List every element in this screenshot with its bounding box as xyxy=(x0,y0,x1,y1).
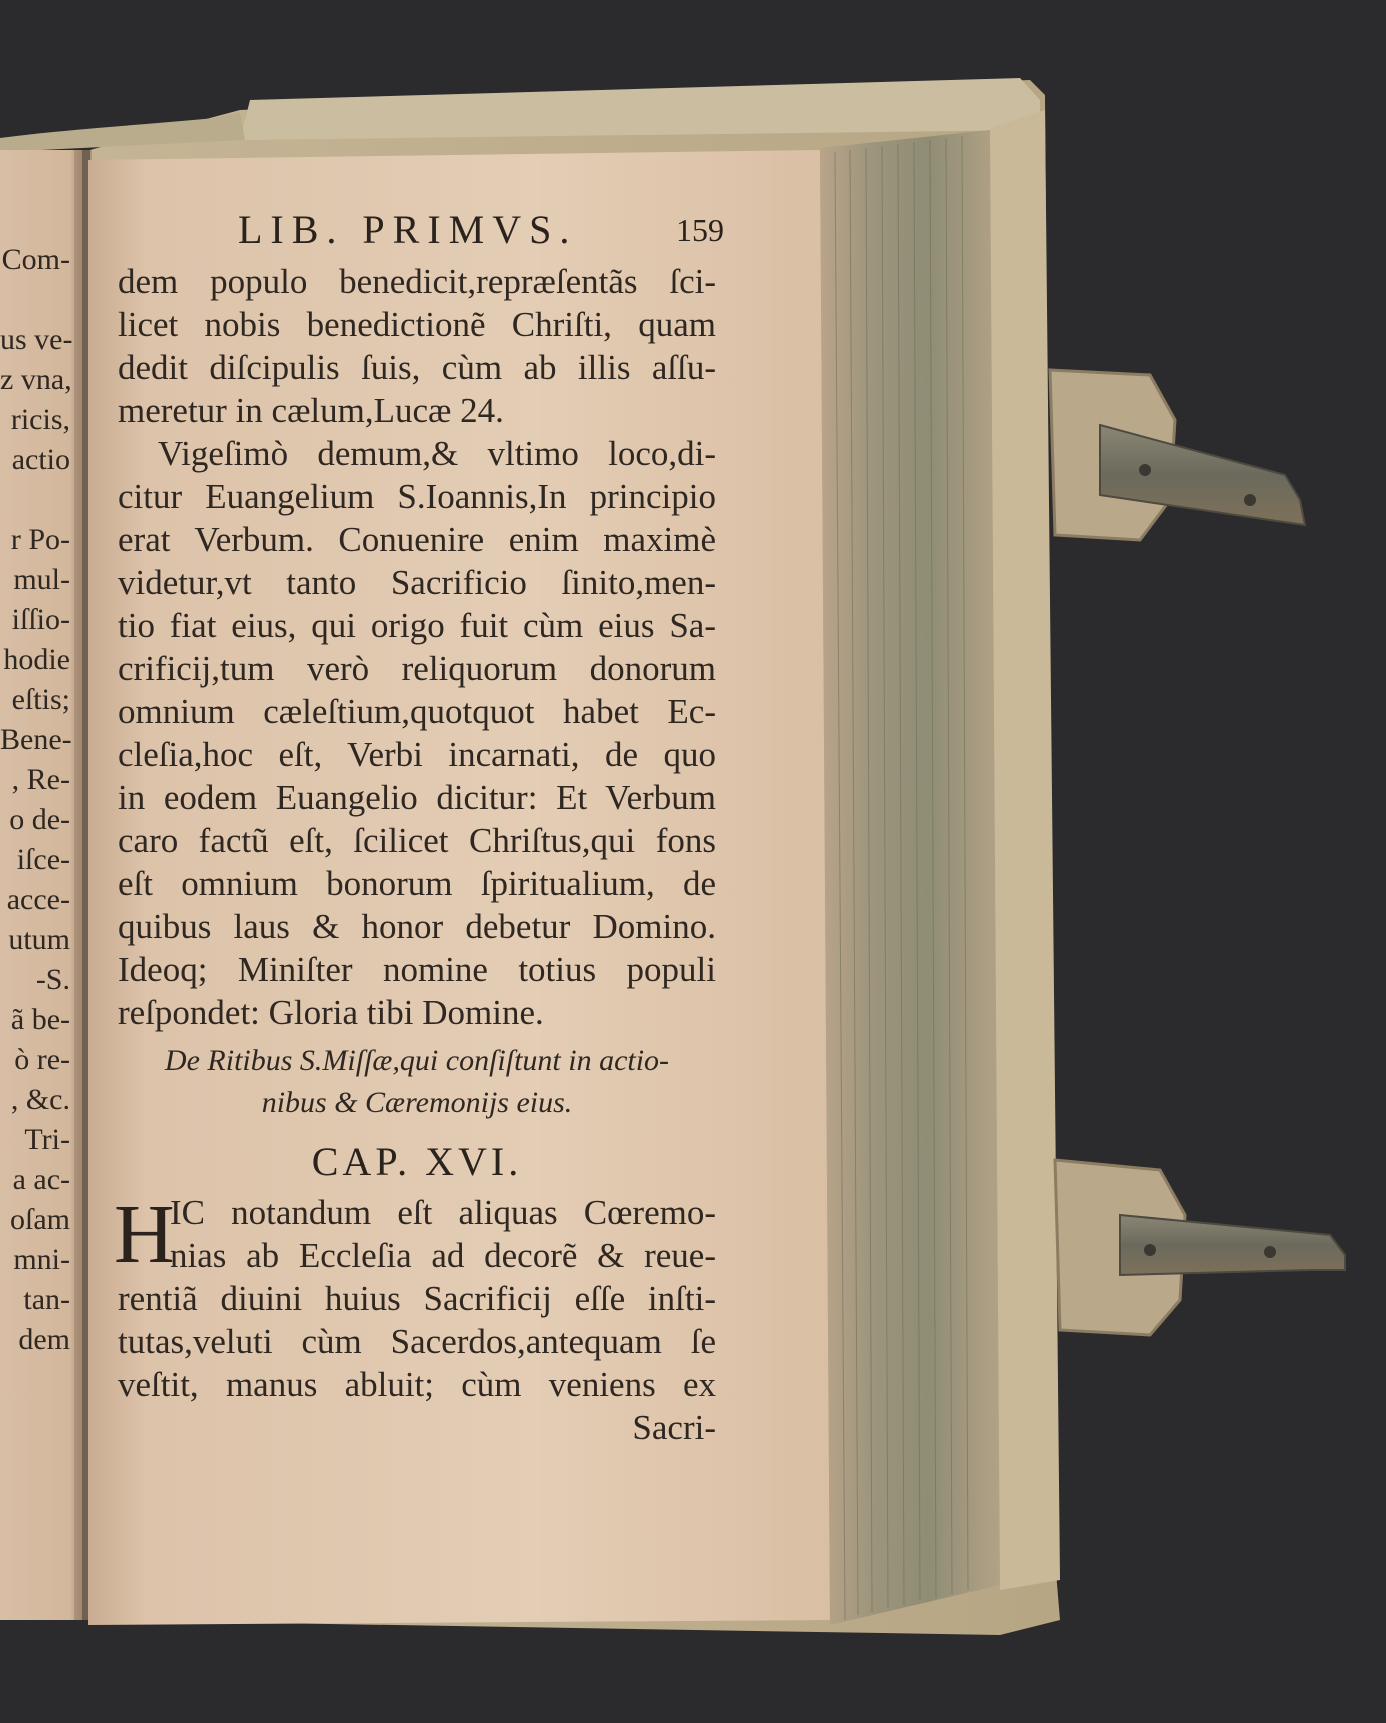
left-page-fragment: z vna, xyxy=(0,363,72,396)
text-line: veſtit, manus abluit; cùm veniens ex xyxy=(118,1365,716,1404)
running-head: LIB. PRIMVS. xyxy=(238,207,578,252)
left-page-fragment: us ve- xyxy=(0,323,72,356)
left-page-text xyxy=(0,240,72,1360)
left-page-fragment: eſtis; xyxy=(11,683,70,716)
lower-clasp xyxy=(1055,1160,1345,1335)
page-header xyxy=(118,200,724,260)
left-page-fragment: dem xyxy=(18,1323,70,1356)
cover-top-edge xyxy=(240,78,1040,140)
left-page-fragment: r Po- xyxy=(10,523,70,556)
left-page-fragment: actio xyxy=(11,443,70,476)
text-line: in eodem Euangelio dicitur: Et Verbum xyxy=(118,778,716,817)
drop-capital: H xyxy=(114,1188,175,1281)
left-page-fragment: ò re- xyxy=(14,1043,70,1076)
text-line: rentiã diuini huius Sacrificij eſſe inſti- xyxy=(118,1279,716,1318)
text-line: Vigeſimò demum,& vltimo loco,di- xyxy=(158,434,716,473)
text-line: nias ab Eccleſia ad decorẽ & reue- xyxy=(170,1236,716,1275)
left-page-fragment: oſam xyxy=(10,1203,70,1236)
text-line: licet nobis benedictionẽ Chriſti, quam xyxy=(118,305,716,344)
text-line: Ideoq; Miniſter nomine totius populi xyxy=(118,950,716,989)
text-line: erat Verbum. Conuenire enim maximè xyxy=(118,520,716,559)
left-page-fragment: iſce- xyxy=(16,843,70,876)
left-page-fragment: , Re- xyxy=(11,763,70,796)
page-block-edge xyxy=(820,130,1000,1625)
text-line: cleſia,hoc eſt, Verbi incarnati, de quo xyxy=(118,735,716,774)
text-line: reſpondet: Gloria tibi Domine. xyxy=(118,993,544,1032)
text-line: caro factũ eſt, ſcilicet Chriſtus,qui fons xyxy=(118,821,716,860)
text-line: omnium cæleſtium,quotquot habet Ec- xyxy=(118,692,716,731)
front-board-edge xyxy=(990,110,1060,1590)
text-line: dem populo benedicit,repræſentãs ſci- xyxy=(118,262,716,301)
left-page-fragment: utum xyxy=(8,923,70,956)
text-line: eſt omnium bonorum ſpiritualium, de xyxy=(118,864,716,903)
text-line: tio fiat eius, qui origo fuit cùm eius Sa- xyxy=(118,606,716,645)
text-line: dedit diſcipulis ſuis, cùm ab illis aſſu- xyxy=(118,348,716,387)
left-page-fragment: mni- xyxy=(13,1243,70,1276)
left-page-fragment xyxy=(0,480,72,520)
left-page-fragment: Com- xyxy=(1,243,70,276)
text-line: crificij,tum verò reliquorum donorum xyxy=(118,649,716,688)
page-number: 159 xyxy=(676,212,724,248)
left-page-fragment: ricis, xyxy=(10,403,70,436)
left-page-fragment: o de- xyxy=(9,803,70,836)
left-page-fragment: acce- xyxy=(6,883,70,916)
left-page-fragment: Bene- xyxy=(0,723,72,756)
catchword: Sacri- xyxy=(632,1408,716,1447)
paragraph-2 xyxy=(118,432,716,1034)
text-line: citur Euangelium S.Ioannis,In principio xyxy=(118,477,716,516)
left-page-fragment: hodie xyxy=(3,643,70,676)
paragraph-1 xyxy=(118,260,716,432)
section-title xyxy=(118,1040,716,1124)
text-line: quibus laus & honor debetur Domino. xyxy=(118,907,716,946)
section-title-line: De Ritibus S.Miſſæ,qui conſiſtunt in actio- xyxy=(164,1044,670,1077)
left-page-fragment: ã be- xyxy=(10,1003,70,1036)
text-line: IC notandum eſt aliquas Cœremo- xyxy=(170,1193,716,1232)
left-page-fragment: tan- xyxy=(23,1283,70,1316)
text-line: tutas,veluti cùm Sacerdos,antequam ſe xyxy=(118,1322,716,1361)
left-page-fragment xyxy=(0,280,72,320)
paragraph-3 xyxy=(114,1188,716,1406)
left-page-fragment: iſſio- xyxy=(11,603,70,636)
text-line: meretur in cælum,Lucæ 24. xyxy=(118,391,504,430)
left-page-fragment: Tri- xyxy=(24,1123,70,1156)
text-line: videtur,vt tanto Sacrificio ſinito,men- xyxy=(118,563,716,602)
right-page-text xyxy=(114,200,724,1449)
chapter-heading: CAP. XVI. xyxy=(311,1139,523,1184)
left-page-fragment: mul- xyxy=(13,563,70,596)
section-title-line: nibus & Cæremonijs eius. xyxy=(261,1086,573,1119)
left-page-fragment: -S. xyxy=(35,963,70,996)
left-page-fragment: , &c. xyxy=(10,1083,70,1116)
upper-clasp xyxy=(1050,370,1305,540)
left-page-fragment: a ac- xyxy=(12,1163,70,1196)
